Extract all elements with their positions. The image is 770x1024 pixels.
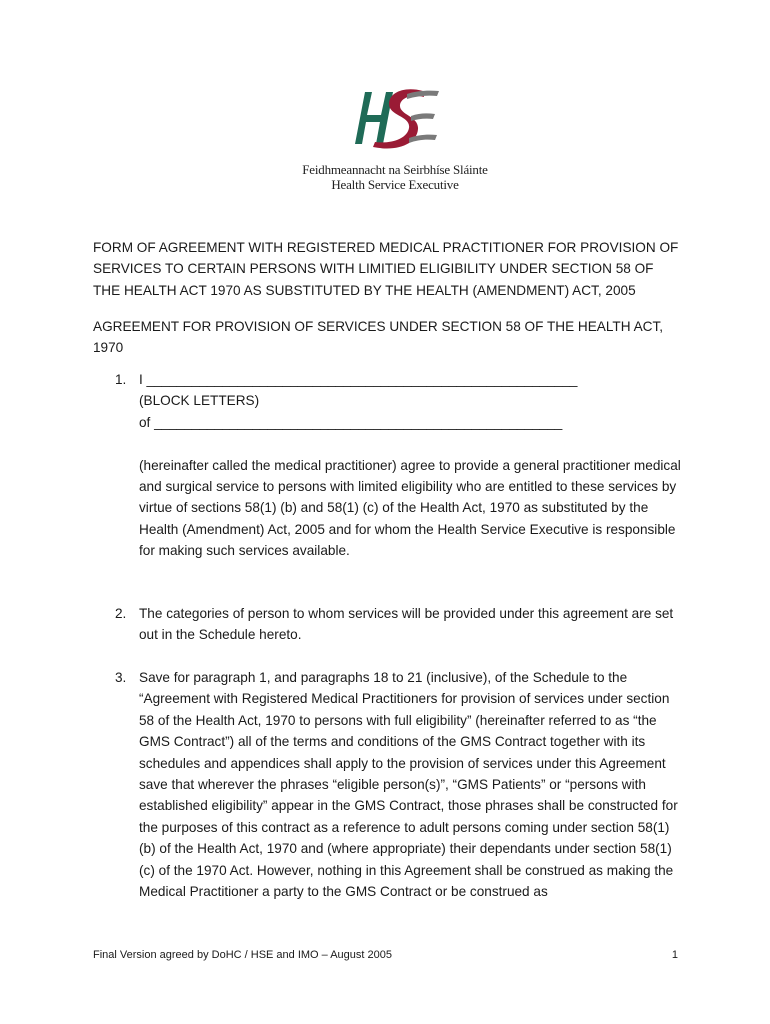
list-item-number: 2. [115,606,127,621]
logo-irish-name: Feidhmeannacht na Seirbhíse Sláinte [302,162,488,177]
logo-letter-e-mid [411,113,435,121]
list-item-1 [115,369,685,562]
list-item-number: 3. [115,670,127,685]
hse-logo-mark [345,82,445,152]
hse-logo [300,82,490,192]
footer-version-text: Final Version agreed by DoHC / HSE and IMO – August 2005 [93,949,392,961]
list-item-text: (hereinafter called the medical practitioner) agree to provide a general practitioner medical and surgical service to persons with limited eligibility who are entitled to these services by virtue of sections 58(1) (b) and 58(1) (c) of the Health Act, 1970 as substituted by the Health (Amendment) Act, 2005 and for whom the Health Service Executive is responsible for making such services available. [139,457,681,559]
list-item-3 [115,667,685,902]
list-item-text: The categories of person to whom services will be provided under this agreement are set out in the Schedule hereto. [139,606,674,643]
list-item-number: 1. [115,372,127,387]
document-subtitle: AGREEMENT FOR PROVISION OF SERVICES UNDER SECTION 58 OF THE HEALTH ACT, 1970 [93,319,664,356]
logo-letter-h [355,92,393,144]
practitioner-name-field[interactable]: I _________________________________________________________ [139,372,578,387]
logo-english-name: Health Service Executive [331,177,459,192]
practitioner-address-field[interactable]: of ______________________________________________________ [139,414,563,430]
list-item-2 [115,603,685,646]
page-number: 1 [671,949,678,961]
document-title: FORM OF AGREEMENT WITH REGISTERED MEDICAL PRACTITIONER FOR PROVISION OF SERVICES TO CERTAIN PERSONS WITH LIMITIED ELIGIBILITY UNDER SECTION 58 OF THE HEALTH ACT 1970 AS SUBSTITUTED BY THE HEALTH (AMENDMENT) ACT, 2005 [93,240,679,298]
list-item-text: Save for paragraph 1, and paragraphs 18 to 21 (inclusive), of the Schedule to the “Agreement with Registered Medical Practitioners for provision of services under section 58 of the Health Act, 1970 to persons with full eligibility” (hereinafter referred to as “the GMS Contract”) all of the terms and conditions of the GMS Contract together with its schedules and appendices shall apply to the provision of services under this Agreement save that wherever the phrases “eligible person(s)”, “GMS Patients” or “persons with established eligibility” appear in the GMS Contract, those phrases shall be constructed for the purposes of this contract as a reference to adult persons coming under section 58(1) (b) of the Health Act, 1970 and (where appropriate) their dependants under section 58(1) (c) of the 1970 Act. However, nothing in this Agreement shall be construed as making the Medical Practitioner a party to the GMS Contract or be construed as [139,670,678,900]
block-letters-label: (BLOCK LETTERS) [139,393,260,409]
